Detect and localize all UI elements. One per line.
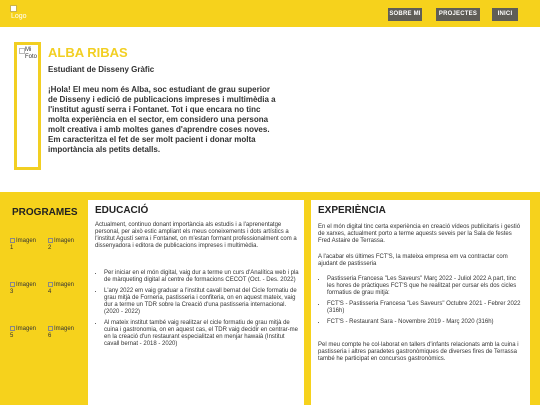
broken-image-icon [48,326,53,331]
broken-image-icon [10,326,15,331]
experience-intro-1: En el món digital tinc certa experiència en creació vídeos publicitaris i gestió de xarxes, actualment porto a terme aquests seveis per la Sala de festes Fred Astaire de Terrassa. [318,224,521,244]
broken-image-icon [10,5,17,12]
education-title: EDUCACIÓ [95,205,149,216]
details-section [0,192,540,405]
program-image-1 [10,238,40,262]
programs-title: PROGRAMES [12,207,78,218]
site-header [0,0,540,27]
broken-image-icon [48,238,53,243]
profile-photo [14,42,41,170]
education-card [88,200,304,405]
broken-image-icon [10,238,15,243]
nav-sobre-mi-button[interactable]: SOBRE MI [388,8,422,21]
program-image-3 [10,282,40,306]
logo-alt-text: Logo [11,13,27,20]
program-image-alt: Imagen 3 [10,282,37,296]
experience-list [318,276,523,330]
program-image-alt: Imagen 1 [10,238,37,252]
program-image-4 [48,282,78,306]
experience-title: EXPERIÈNCIA [318,205,386,216]
program-image-alt: Imagen 4 [48,282,75,296]
program-image-alt: Imagen 6 [48,326,75,340]
program-image-5 [10,326,40,350]
education-item: • Al mateix institut també vaig realitzar el cicle formatiu de grau mitjà de cuina i gastronomia, on en aquest cas, el TDR vaig decidir en centrar-me en la creació d'un restaurant especialitzat en menjar hawaià (Institut cavall bernat - 2018 - 2020) [104,320,299,348]
logo-image[interactable] [10,5,34,23]
education-list [95,270,299,352]
experience-item: • FCT'S - Restaurant Sara - Novembre 2019 - Març 2020 (316h) [327,319,523,326]
profile-name: ALBA RIBAS [48,45,128,60]
program-image-6 [48,326,78,350]
experience-item: • Pastisseria Francesa "Les Saveurs" Març 2022 - Juliol 2022 A part, tinc les hores de pràctiques FCT'S que he realitzat per cursar els dos cicles formatius de grau mitjà: [327,276,523,297]
experience-outro: Pel meu compte he col·laborat en tallers d'infants relacionats amb la cuina i pastisseria i altres paradetes gastronòmiques de diverses fires de Terrassa també he participat en concursos gastronòmics. [318,342,519,362]
nav-inici-button[interactable]: INICI [492,8,518,21]
profile-role: Estudiant de Disseny Gràfic [48,65,155,74]
education-item: • Per iniciar en el món digital, vaig dur a terme un curs d'Analítica web i pla de màrqueting digital al centre de formacions CECOT (Oct. - Des. 2022) [104,270,299,284]
broken-image-icon [10,282,15,287]
photo-alt-text: Mi Foto [25,47,38,60]
experience-card [311,200,530,405]
experience-intro-2: A l'acabar els últimes FCT'S, la mateixa empresa em va contractar com ajudant de pastisseria [318,254,508,267]
program-image-alt: Imagen 2 [48,238,75,252]
about-section [0,27,540,192]
nav-projectes-button[interactable]: PROJECTES [436,8,480,21]
program-image-2 [48,238,78,262]
education-item: • L'any 2022 em vaig graduar a l'institut cavall bernat del Cicle formatiu de grau mitjà de Forneria, pastisseria i confiteria, on en aquest mateix, vaig dur a terme un TDR sobre la Creació d'una pastisseria internacional. (2020 - 2022) [104,288,299,316]
profile-bio: ¡Hola! El meu nom és Alba, soc estudiant de grau superior de Disseny i edició de publicacions impreses i multimèdia a l'institut agustí serra i Fontanet. Tot i que encara no tinc molta experiència en el sector, em considero una persona molt creativa i amb moltes ganes d'aprendre coses noves. Em caracteritza el fet de ser molt pacient i donar molta importància als petits detalls. [48,85,276,154]
program-image-alt: Imagen 5 [10,326,37,340]
education-intro: Actualment, continuo donant importància als estudis i a l'aprenentatge personal, per això estic ampliant els meus coneixements i dots artístics a l'institut Agustí serra i Fontanet, on m'estan formant professionalment com a dissenyadora i editora de publicacions impreses i multimèdia. [95,222,297,249]
experience-item: • FCT'S - Pastisseria Francesa "Les Saveurs" Octubre 2021 - Febrer 2022 (316h) [327,301,523,315]
broken-image-icon [48,282,53,287]
